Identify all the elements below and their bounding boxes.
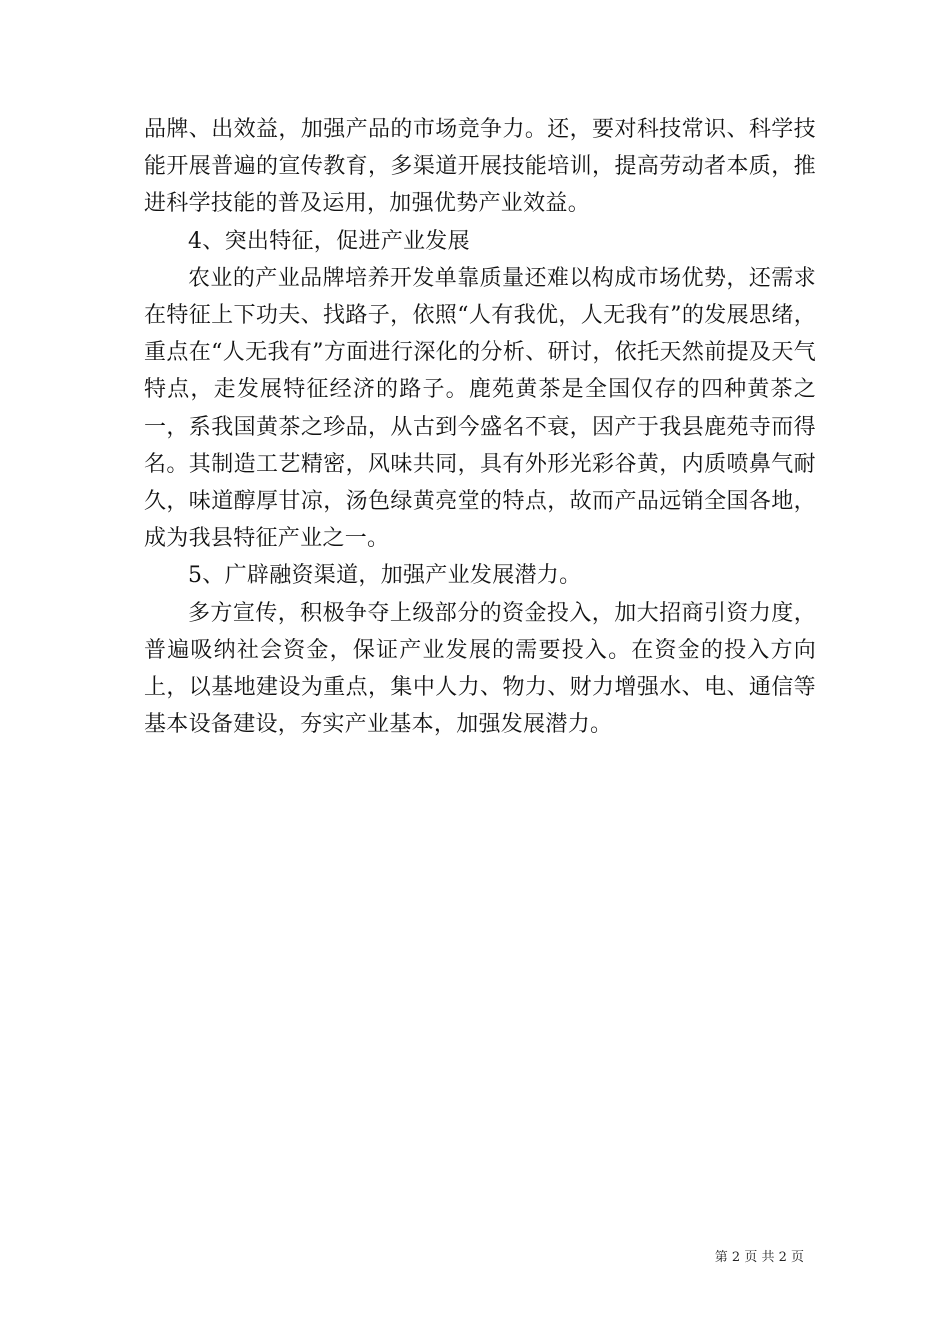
heading-section-5: 5、广辟融资渠道，加强产业发展潜力。 <box>188 563 582 589</box>
page-number-footer: 第 2 页 共 2 页 <box>714 1250 804 1265</box>
paragraph-section-4: 农业的产业品牌培养开发单靠质量还难以构成市场优势，还需求在特征上下功夫、找路子，依照“人有我优，人无我有”的发展思绪，重点在“人无我有”方面进行深化的分析、研讨，依托天然前提及天气特点，走发展特征经济的路子。鹿苑黄茶是全国仅存的四种黄茶之一，系我国黄茶之珍品，从古到今盛名不衰，因产于我县鹿苑寺而得名。其制造工艺精密，风味共同，具有外形光彩谷黄，内质喷鼻气耐久，味道醇厚甘凉，汤色绿黄亮堂的特点，故而产品远销全国各地，成为我县特征产业之一。 <box>144 265 816 552</box>
document-body <box>144 111 816 743</box>
heading-section-4: 4、突出特征，促进产业发展 <box>188 228 470 254</box>
paragraph-section-5: 多方宣传，积极争夺上级部分的资金投入，加大招商引资力度，普遍吸纳社会资金，保证产业发展的需要投入。在资金的投入方向上，以基地建设为重点，集中人力、物力、财力增强水、电、通信等基本设备建设，夯实产业基本，加强发展潜力。 <box>144 600 816 738</box>
paragraph-continuation: 品牌、出效益，加强产品的市场竞争力。还，要对科技常识、科学技能开展普遍的宣传教育，多渠道开展技能培训，提高劳动者本质，推进科学技能的普及运用，加强优势产业效益。 <box>144 117 816 217</box>
